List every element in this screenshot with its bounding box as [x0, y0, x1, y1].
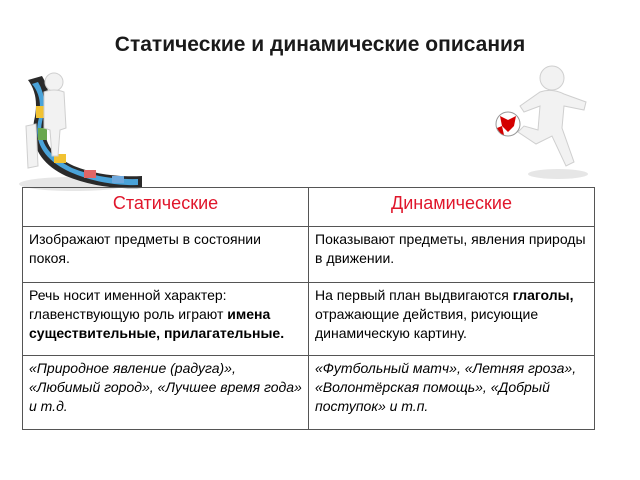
cell-static-speech — [23, 283, 309, 356]
static-speech-bold: имена существительные, прилагательные. — [29, 306, 285, 341]
figure-with-filmstrip-icon — [14, 66, 154, 194]
header-static: Статические — [23, 188, 309, 227]
page-title: Статические и динамические описания — [114, 33, 526, 56]
static-speech-text: Речь носит именной характер: главенствующую роль играют — [29, 287, 228, 322]
dynamic-speech-rest: отражающие действия, рисующие динамическую картину. — [315, 306, 539, 341]
table-row — [23, 356, 595, 430]
cell-static-examples: «Природное явление (радуга)», «Любимый город», «Лучшее время года» и т.д. — [23, 356, 309, 430]
cell-dynamic-examples: «Футбольный матч», «Летняя гроза», «Волонтёрская помощь», «Добрый поступок» и т.п. — [309, 356, 595, 430]
dynamic-speech-text: На первый план выдвигаются — [315, 287, 513, 303]
cell-static-purpose: Изображают предметы в состоянии покоя. — [23, 227, 309, 283]
table-header-row — [23, 188, 595, 227]
comparison-table — [22, 187, 595, 430]
dynamic-speech-bold: глаголы, — [512, 287, 574, 303]
cell-dynamic-purpose: Показывают предметы, явления природы в движении. — [309, 227, 595, 283]
cell-dynamic-speech — [309, 283, 595, 356]
table-row — [23, 283, 595, 356]
table-row — [23, 227, 595, 283]
figure-kicking-ball-icon — [488, 62, 598, 182]
header-dynamic: Динамические — [309, 188, 595, 227]
